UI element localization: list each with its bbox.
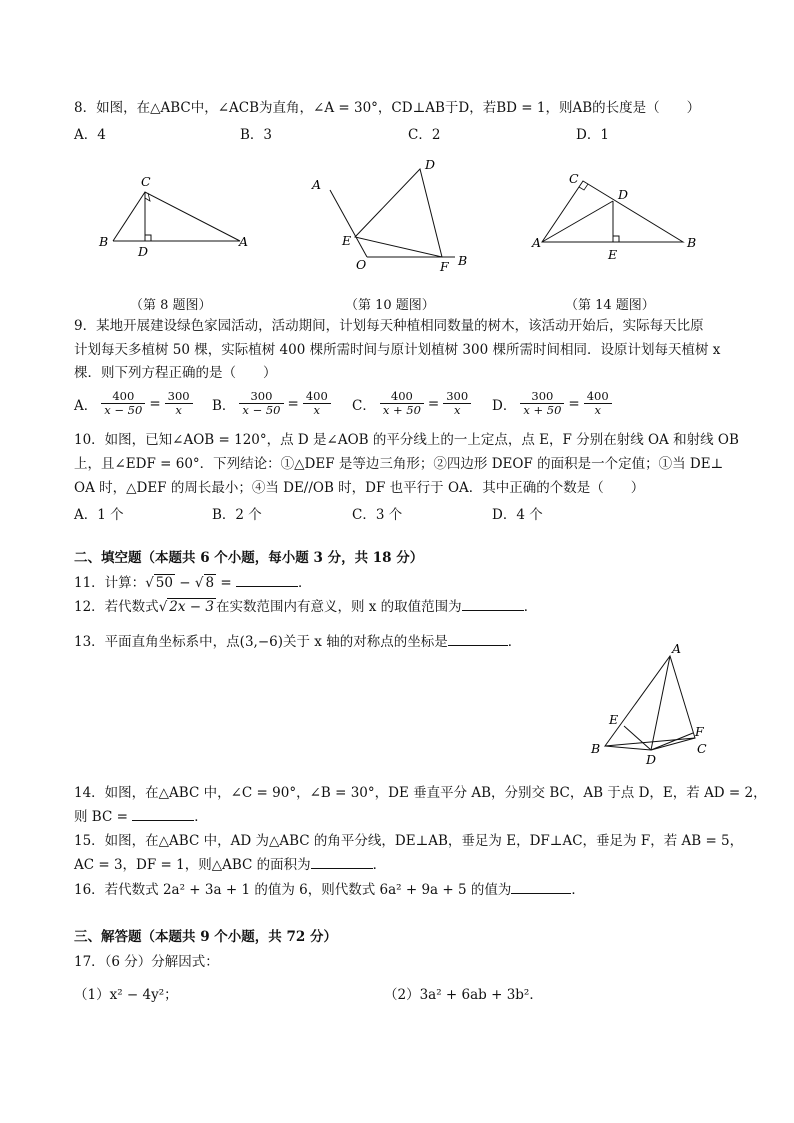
fig8-label-b: B — [99, 234, 109, 249]
fig14-caption: （第 14 题图） — [565, 298, 655, 313]
figure-8 — [95, 170, 265, 265]
figure-14 — [525, 165, 705, 265]
q14-line2: 则 BC = ． — [74, 809, 208, 825]
q8-option-c: C．2 — [408, 127, 441, 143]
q12-answer-blank[interactable] — [462, 610, 524, 611]
fig10-label-o: O — [356, 257, 367, 272]
fig10-label-a: A — [312, 177, 322, 192]
fig10-caption: （第 10 题图） — [345, 298, 435, 313]
q17-part2: （2）3a² + 6ab + 3b²． — [384, 987, 543, 1003]
fig15-label-c: C — [697, 741, 707, 756]
q9-line2: 计划每天多植树 50 棵，实际植树 400 棵所需时间与原计划植树 300 棵所需时间相同．设原计划每天植树 x — [74, 342, 721, 358]
fig10-label-e: E — [342, 233, 352, 248]
q11-answer-blank[interactable] — [236, 586, 298, 587]
section3-heading: 三、解答题（本题共 9 个小题，共 72 分） — [74, 929, 337, 945]
q10-option-c: C．3 个 — [352, 507, 403, 523]
figure-15 — [585, 638, 720, 768]
q9-option-b: B． $\frac{300}{x - 50}$ = $\frac{400}{x}$ — [212, 390, 331, 417]
q8-option-a: A．4 — [74, 127, 106, 143]
q17-part1: （1）x² − 4y²； — [74, 987, 178, 1003]
q10-option-a: A．1 个 — [74, 507, 124, 523]
q15-line2: AC = 3，DF = 1，则△ABC 的面积为 ． — [74, 857, 387, 873]
q10-line1: 10．如图，已知∠AOB = 120°，点 D 是∠AOB 的平分线上的一上定点，点 E，F 分别在射线 OA 和射线 OB — [74, 432, 739, 448]
fig14-label-b: B — [687, 235, 697, 250]
q9-option-d: D． $\frac{300}{x + 50}$ = $\frac{400}{x}$ — [492, 390, 612, 417]
fig15-label-d: D — [646, 752, 657, 767]
fig8-caption: （第 8 题图） — [130, 298, 212, 313]
fig10-label-b: B — [458, 253, 468, 268]
q12: 12．若代数式√ 2x − 3 在实数范围内有意义，则 x 的取值范围为 ． — [74, 599, 538, 615]
fig15-label-a: A — [672, 641, 682, 656]
q10-option-d: D．4 个 — [492, 507, 543, 523]
fig8-label-c: C — [141, 174, 151, 189]
q15-answer-blank[interactable] — [311, 868, 373, 869]
q9-option-a: A． $\frac{400}{x - 50}$ = $\frac{300}{x}$ — [74, 390, 193, 417]
q10-line2: 上，且∠EDF = 60°．下列结论：①△DEF 是等边三角形；②四边形 DEOF 的面积是一个定值；①当 DE⊥ — [74, 456, 724, 472]
fig14-label-d: D — [618, 187, 629, 202]
q16: 16．若代数式 2a² + 3a + 1 的值为 6，则代数式 6a² + 9a + 5 的值为 ． — [74, 882, 585, 898]
fig14-label-a: A — [532, 235, 542, 250]
fig10-label-f: F — [440, 259, 449, 274]
q13: 13．平面直角坐标系中，点(3,−6)关于 x 轴的对称点的坐标是 ． — [74, 634, 522, 650]
fig10-label-d: D — [425, 157, 436, 172]
q15-line1: 15．如图，在△ABC 中，AD 为△ABC 的角平分线，DE⊥AB，垂足为 E，DF⊥AC，垂足为 F，若 AB = 5， — [74, 833, 744, 849]
figure-10 — [300, 155, 480, 280]
fig15-label-e: E — [609, 712, 619, 727]
q8-stem: 8．如图，在△ABC中，∠ACB为直角，∠A = 30°，CD⊥AB于D，若BD = 1，则AB的长度是（ ） — [74, 100, 701, 116]
fig8-label-a: A — [239, 234, 249, 249]
q14-answer-blank[interactable] — [132, 820, 194, 821]
fig14-label-c: C — [569, 171, 579, 186]
section2-heading: 二、填空题（本题共 6 个小题，每小题 3 分，共 18 分） — [74, 550, 424, 566]
q17-stem: 17．（6 分）分解因式： — [74, 954, 219, 970]
q11: 11．计算：√ 50 − √ 8 = ． — [74, 575, 312, 591]
q8-option-b: B．3 — [240, 127, 273, 143]
q9-line3: 棵．则下列方程正确的是（ ） — [74, 365, 277, 381]
q8-option-d: D．1 — [576, 127, 609, 143]
q10-option-b: B．2 个 — [212, 507, 262, 523]
q9-option-c: C． $\frac{400}{x + 50}$ = $\frac{300}{x}$ — [352, 390, 471, 417]
fig15-label-b: B — [591, 741, 601, 756]
q16-answer-blank[interactable] — [511, 893, 571, 894]
fig8-label-d: D — [138, 244, 149, 259]
q14-line1: 14．如图，在△ABC 中，∠C = 90°，∠B = 30°，DE 垂直平分 AB，分别交 BC，AB 于点 D，E，若 AD = 2， — [74, 785, 767, 801]
fig14-label-e: E — [608, 247, 618, 262]
q13-answer-blank[interactable] — [448, 645, 508, 646]
fig15-label-f: F — [695, 724, 704, 739]
q9-line1: 9．某地开展建设绿色家园活动，活动期间，计划每天种植相同数量的树木，该活动开始后，实际每天比原 — [74, 318, 704, 334]
q10-line3: OA 时，△DEF 的周长最小；④当 DE//OB 时，DF 也平行于 OA．其中正确的个数是（ ） — [74, 480, 645, 496]
